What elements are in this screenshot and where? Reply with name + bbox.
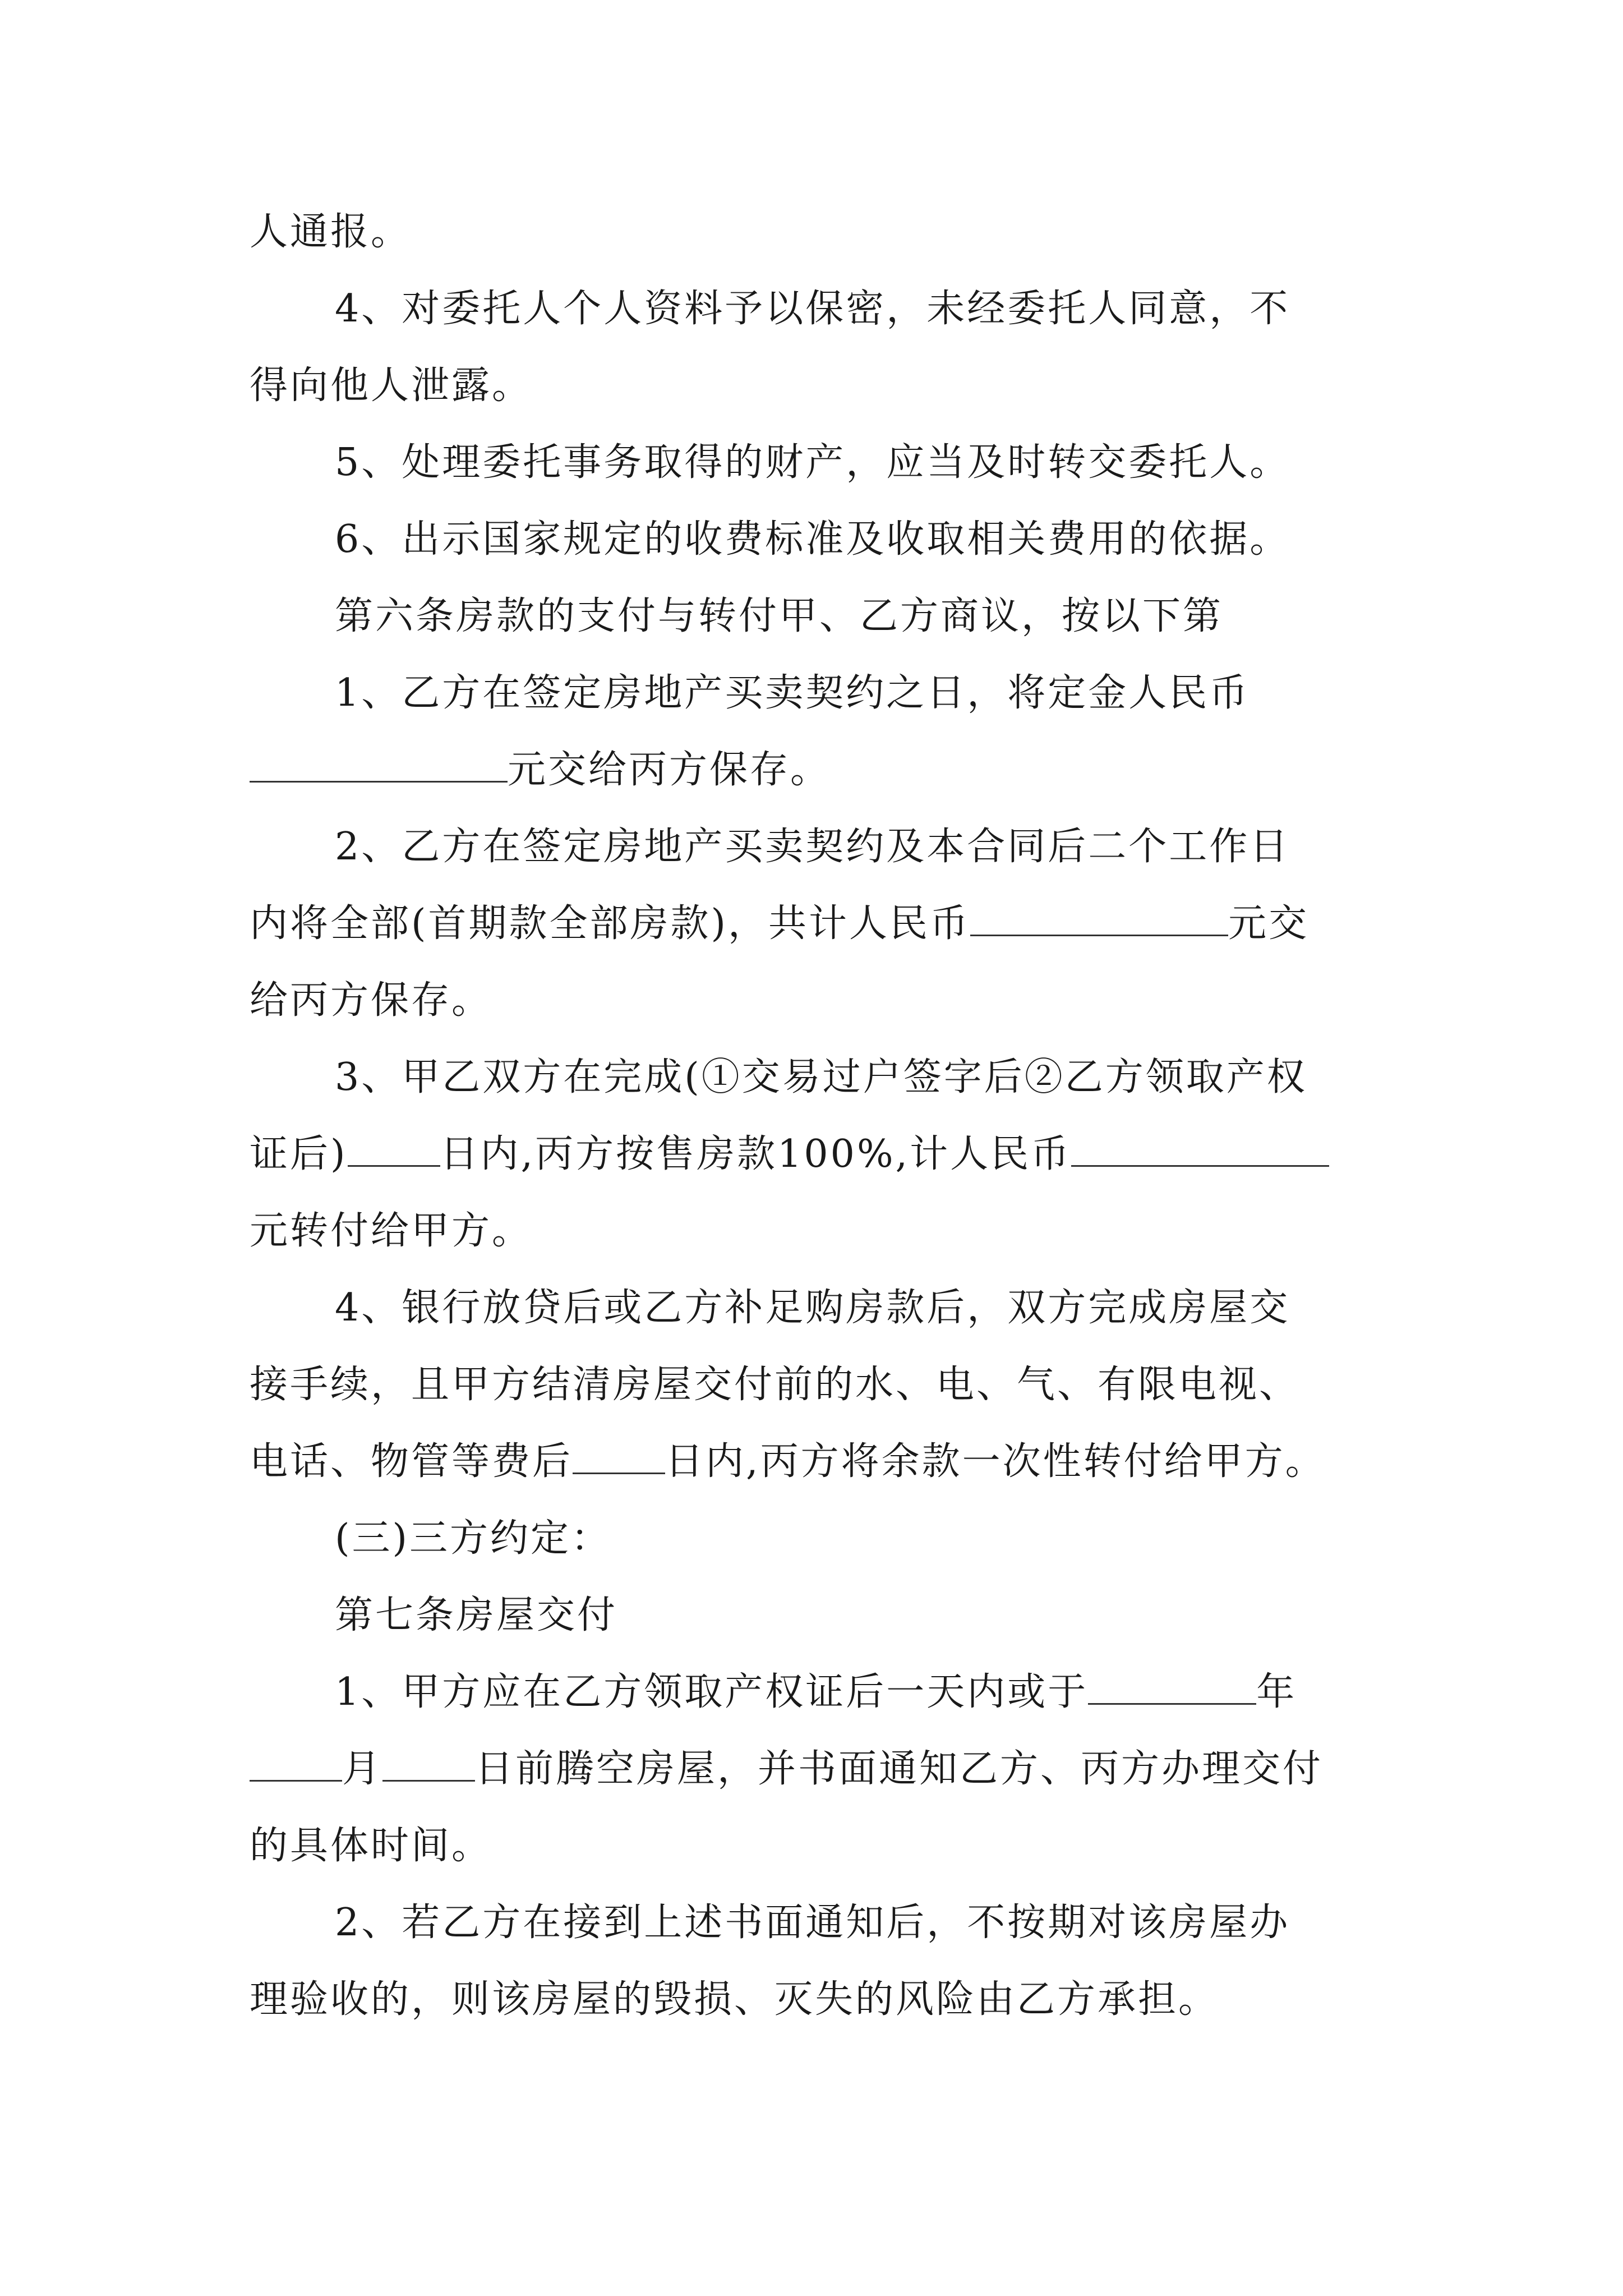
payment-clause-4 xyxy=(250,1269,1394,1346)
text-run: 3、甲乙双方在完成(①交易过户签字后②乙方领取产权 xyxy=(335,1055,1307,1099)
fill-in-blank xyxy=(382,1744,475,1782)
fill-in-blank xyxy=(250,745,508,783)
payment-clause-3 xyxy=(250,1039,1394,1116)
text-run: 月 xyxy=(342,1747,383,1791)
text-line xyxy=(250,1116,1394,1193)
text-run: 2、乙方在签定房地产买卖契约及本合同后二个工作日 xyxy=(335,825,1290,869)
text-run: 元交 xyxy=(1228,901,1310,946)
document-body xyxy=(250,194,1394,2038)
text-run: 第六条房款的支付与转付甲、乙方商议，按以下第 xyxy=(335,594,1224,638)
text-line xyxy=(250,1731,1394,1807)
text-run: 元转付给甲方。 xyxy=(250,1209,533,1253)
text-run: 2、若乙方在接到上述书面通知后，不按期对该房屋办 xyxy=(335,1901,1290,1945)
text-run: 1、甲方应在乙方领取产权证后一天内或于 xyxy=(335,1670,1089,1714)
delivery-clause-1 xyxy=(250,1654,1394,1731)
text-run: 证后) xyxy=(250,1132,348,1176)
text-line xyxy=(250,1423,1394,1500)
payment-clause-2 xyxy=(250,808,1394,885)
text-run: 给丙方保存。 xyxy=(250,978,492,1023)
text-run: 4、对委托人个人资料予以保密，未经委托人同意，不 xyxy=(335,287,1290,331)
text-line xyxy=(250,1193,1394,1269)
text-line xyxy=(250,1346,1394,1423)
text-line xyxy=(250,194,1394,270)
text-run: 日内,丙方将余款一次性转付给甲方。 xyxy=(665,1439,1326,1484)
text-line xyxy=(250,347,1394,424)
fill-in-blank xyxy=(573,1437,665,1474)
text-run: 的具体时间。 xyxy=(250,1824,492,1868)
text-line xyxy=(250,1961,1394,2038)
fill-in-blank xyxy=(1088,1667,1256,1705)
text-run: (三)三方约定： xyxy=(335,1516,612,1561)
fill-in-blank xyxy=(1071,1129,1329,1167)
text-run: 6、出示国家规定的收费标准及收取相关费用的依据。 xyxy=(335,517,1290,562)
text-run: 理验收的，则该房屋的毁损、灭失的风险由乙方承担。 xyxy=(250,1977,1219,2022)
text-run: 接手续，且甲方结清房屋交付前的水、电、气、有限电视、 xyxy=(250,1363,1300,1407)
payment-clause-1 xyxy=(250,655,1394,731)
text-run: 年 xyxy=(1256,1670,1297,1714)
text-run: 4、银行放贷后或乙方补足购房款后，双方完成房屋交 xyxy=(335,1286,1290,1330)
fill-in-blank xyxy=(250,1744,342,1782)
fill-in-blank xyxy=(970,899,1228,936)
text-run: 1、乙方在签定房地产买卖契约之日，将定金人民币 xyxy=(335,671,1250,715)
text-run: 内将全部(首期款全部房款)，共计人民币 xyxy=(250,901,971,946)
text-run: 日前腾空房屋，并书面通知乙方、丙方办理交付 xyxy=(475,1747,1324,1791)
text-run: 日内,丙方按售房款100%,计人民币 xyxy=(440,1132,1072,1176)
article-6-heading xyxy=(250,578,1394,655)
text-line xyxy=(250,1807,1394,1884)
text-run: 得向他人泄露。 xyxy=(250,364,533,408)
text-run: 电话、物管等费后 xyxy=(250,1439,573,1484)
delivery-clause-2 xyxy=(250,1884,1394,1961)
text-line xyxy=(250,731,1394,808)
text-line xyxy=(250,885,1394,962)
text-run: 人通报。 xyxy=(250,210,412,254)
section-three-heading xyxy=(250,1500,1394,1577)
text-line xyxy=(250,962,1394,1039)
clause-4 xyxy=(250,270,1394,347)
clause-6 xyxy=(250,501,1394,578)
text-run: 元交给丙方保存。 xyxy=(508,748,831,792)
article-7-heading xyxy=(250,1577,1394,1654)
fill-in-blank xyxy=(348,1129,440,1167)
text-run: 第七条房屋交付 xyxy=(335,1593,618,1637)
clause-5 xyxy=(250,424,1394,501)
text-run: 5、处理委托事务取得的财产，应当及时转交委托人。 xyxy=(335,440,1290,485)
